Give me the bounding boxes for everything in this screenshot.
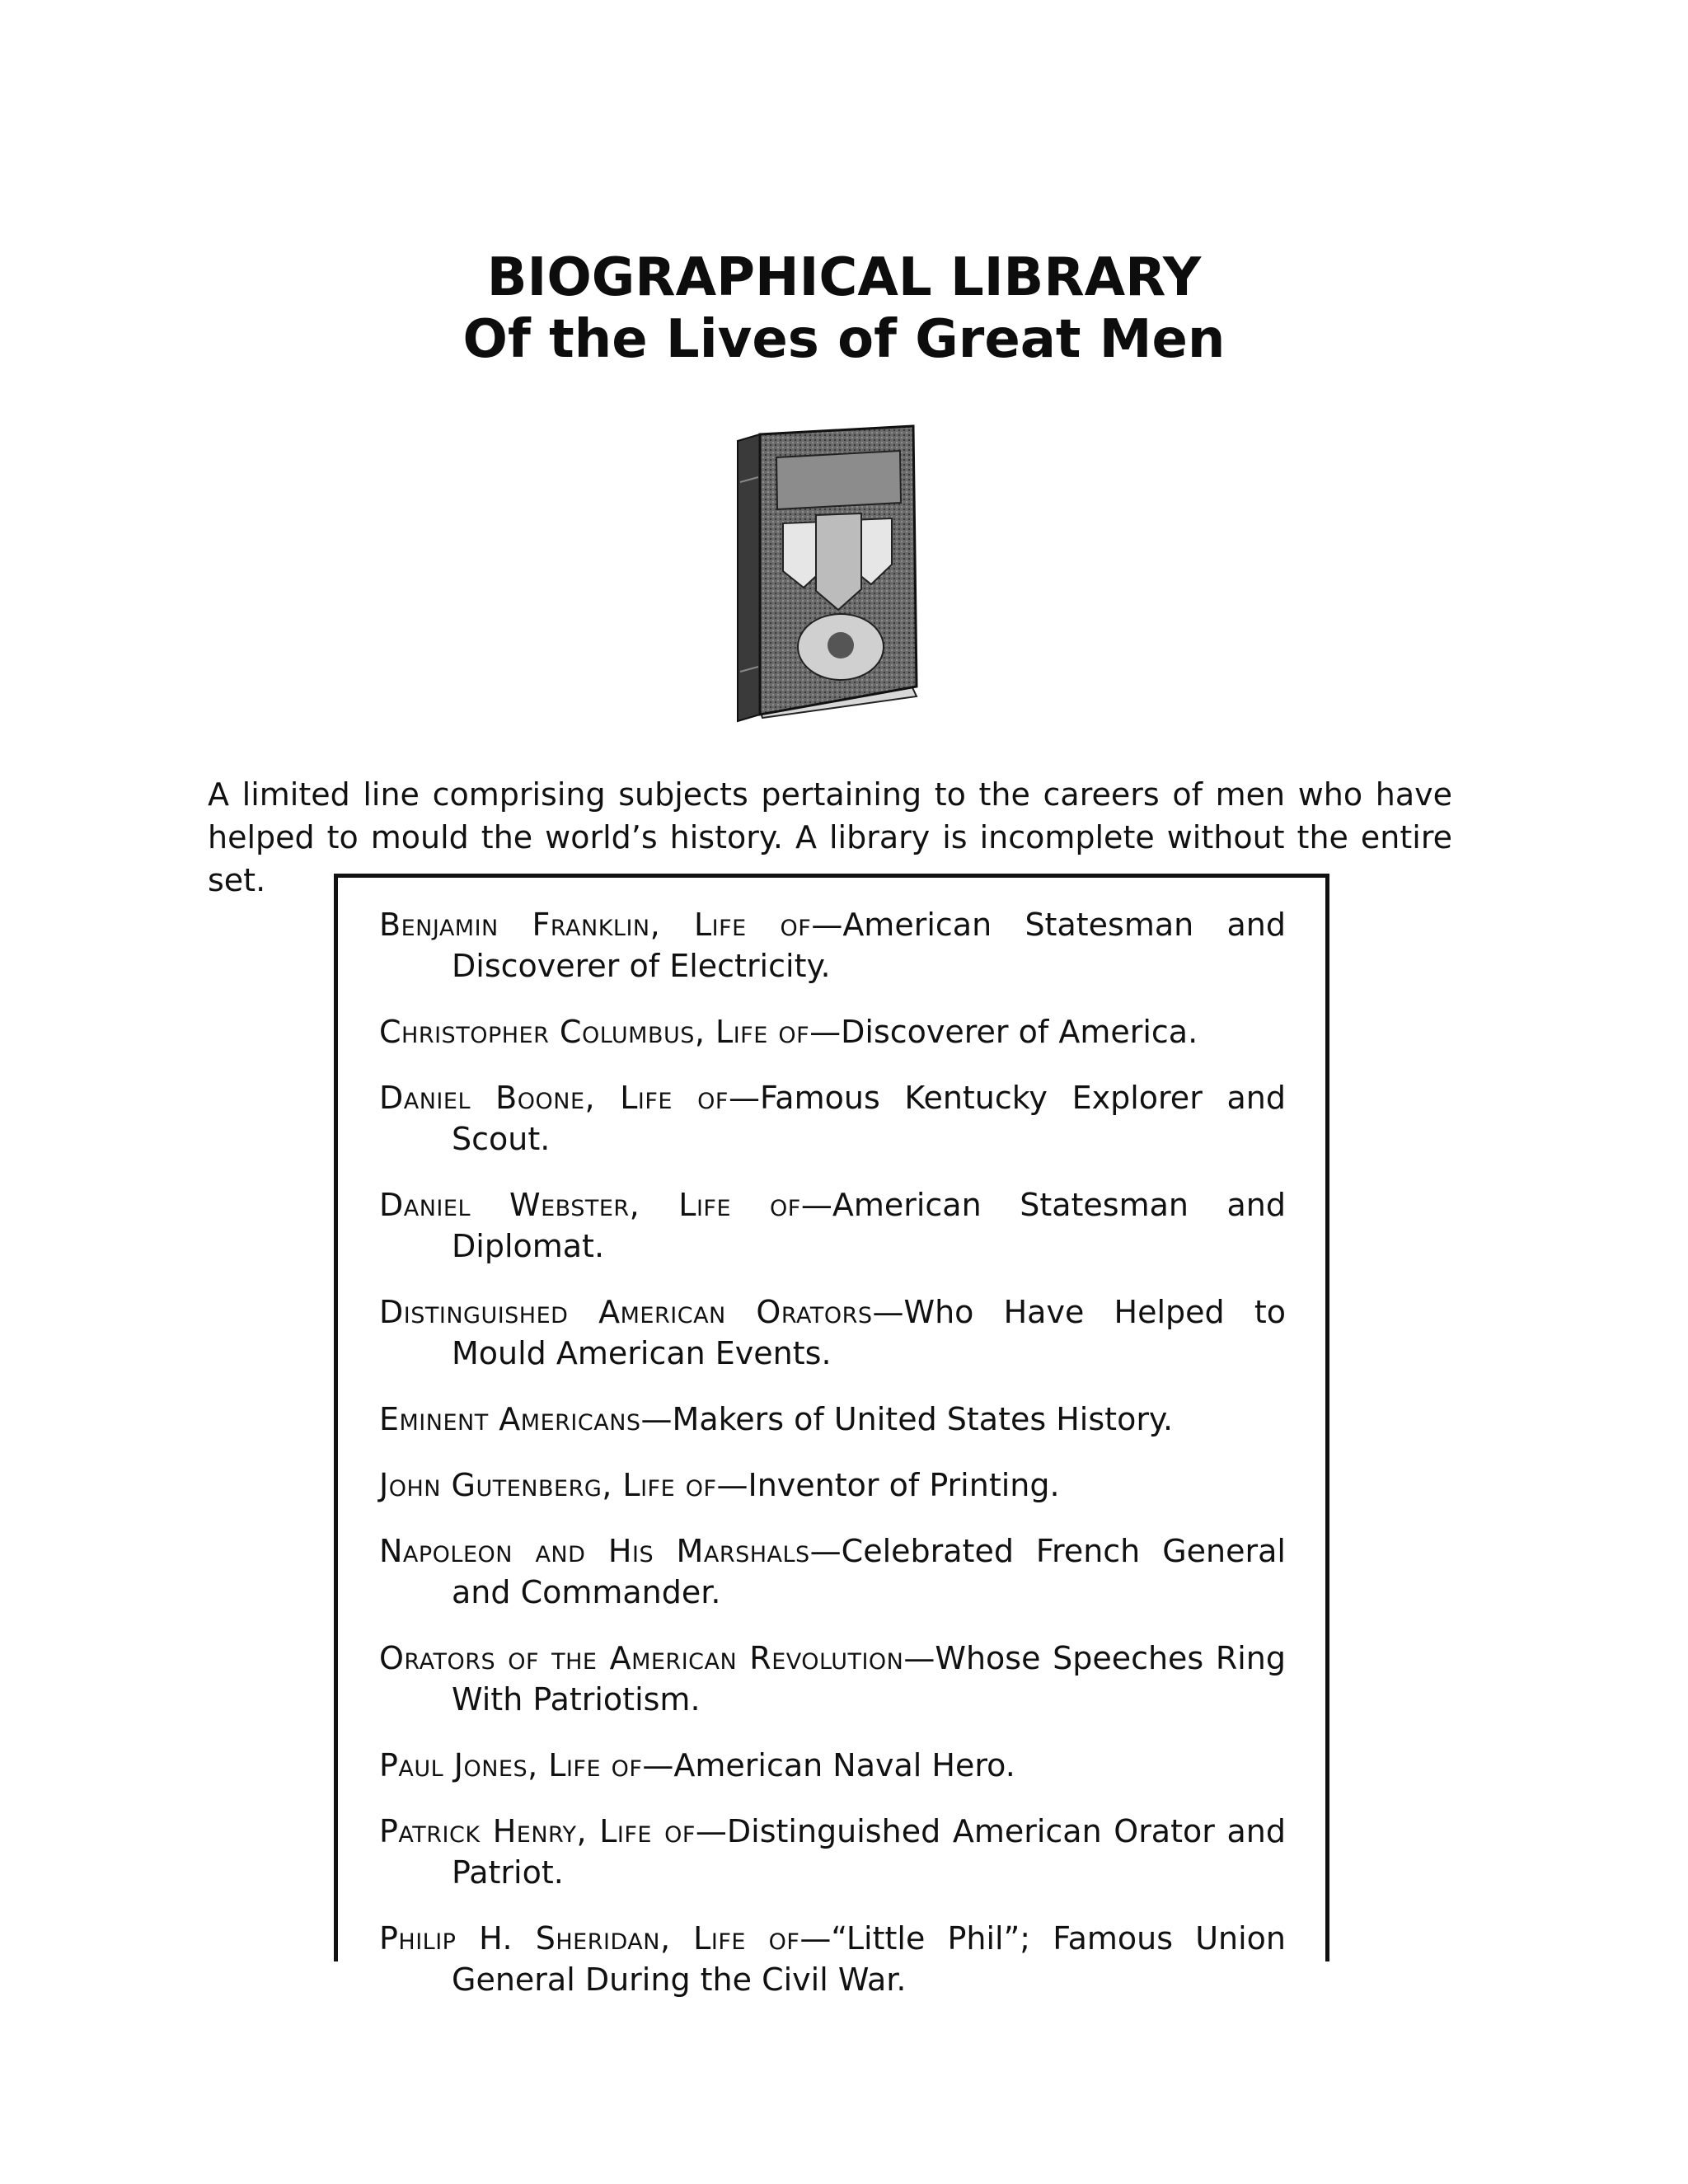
list-item: Eminent Americans—Makers of United States History.	[379, 1401, 1174, 1437]
list-item: Benjamin Franklin, Life of—American Statesman and Discoverer of Electricity.	[379, 907, 1286, 984]
intro-paragraph: A limited line comprising subjects pertaining to the careers of men who have helped to mould the world’s history. A library is incomplete without the entire set.	[208, 776, 1452, 898]
book-illustration	[725, 424, 940, 729]
list-item: Daniel Webster, Life of—American Statesman and Diplomat.	[379, 1187, 1286, 1264]
book-list	[379, 904, 1286, 2025]
list-item: Paul Jones, Life of—American Naval Hero.	[379, 1747, 1015, 1783]
list-item: Patrick Henry, Life of—Distinguished American Orator and Patriot.	[379, 1813, 1286, 1891]
list-item: Orators of the American Revolution—Whose Speeches Ring With Patriotism.	[379, 1640, 1287, 1718]
list-item: John Gutenberg, Life of—Inventor of Printing.	[379, 1467, 1060, 1503]
list-item: Philip H. Sheridan, Life of—“Little Phil”; Famous Union General During the Civil War.	[379, 1920, 1287, 1998]
title-line-2: Of the Lives of Great Men	[462, 309, 1226, 370]
page-title	[0, 247, 1688, 371]
list-item: Daniel Boone, Life of—Famous Kentucky Explorer and Scout.	[379, 1080, 1286, 1157]
list-item: Distinguished American Orators—Who Have Helped to Mould American Events.	[379, 1294, 1286, 1371]
title-line-1: BIOGRAPHICAL LIBRARY	[486, 247, 1202, 308]
list-item: Christopher Columbus, Life of—Discoverer of America.	[379, 1014, 1198, 1050]
list-item: Napoleon and His Marshals—Celebrated French General and Commander.	[379, 1533, 1286, 1610]
